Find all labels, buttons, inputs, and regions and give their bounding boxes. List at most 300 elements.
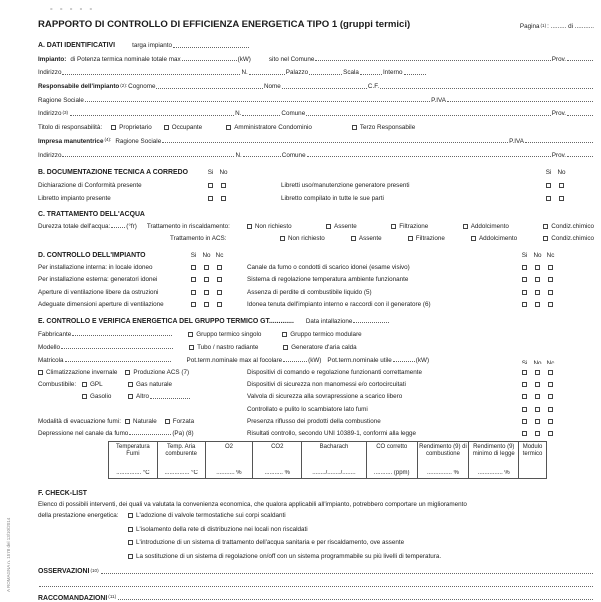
- checkbox-nc[interactable]: [548, 382, 553, 387]
- opt-proprietario: [111, 124, 152, 131]
- nc-header: Nc: [546, 252, 555, 260]
- col-modulo-termico: [519, 442, 546, 478]
- si-header: Si: [545, 168, 552, 176]
- e-row-4: [38, 400, 594, 412]
- checkbox-addolcimento[interactable]: [463, 224, 468, 229]
- title-row: [38, 17, 594, 30]
- piva-label: P.IVA: [431, 96, 446, 104]
- checkbox-filtrazione[interactable]: [408, 236, 413, 241]
- opt-tubo-radiante: [189, 344, 283, 351]
- checkbox-nc[interactable]: [217, 277, 222, 282]
- depressione-label: Depressione nel canale da fumo: [38, 429, 129, 437]
- checkbox-si[interactable]: [522, 407, 527, 412]
- b-right-boxes: [542, 183, 568, 189]
- checkbox-no[interactable]: [204, 265, 209, 270]
- matricola-field: [65, 360, 171, 362]
- pot-utile-label: Pot.term.nominale utile: [327, 356, 392, 364]
- checkbox-no[interactable]: [221, 183, 226, 188]
- opt-amministratore: [226, 124, 312, 131]
- e-right-item: Risultati controllo, secondo UNI 10389-1, conformi alla legge: [247, 429, 417, 437]
- f-intro-row-1: [38, 497, 594, 508]
- e-row-3: [38, 388, 594, 400]
- f-item-label: La sostituzione di un sistema di regolazione on/off con un sistema programmabile su più livelli di temperatura.: [136, 553, 442, 561]
- osservazioni-continuation-row: [38, 575, 594, 589]
- checkbox-si[interactable]: [191, 265, 196, 270]
- section-a-heading-row: [38, 36, 594, 49]
- col-header: Rendimento (9) di combustione: [419, 443, 467, 457]
- checkbox-no[interactable]: [535, 302, 540, 307]
- indirizzo3-footnote: (3): [62, 109, 69, 115]
- nome-label: Nome: [263, 83, 281, 91]
- col-rendimento-combustione: [418, 442, 470, 478]
- n-label: N.: [241, 69, 248, 77]
- checkbox-si[interactable]: [522, 382, 527, 387]
- b-left-item: Libretto impianto presente: [38, 194, 111, 202]
- sito-label: sito nel Comune: [268, 55, 315, 63]
- checkbox-proprietario[interactable]: [111, 125, 116, 130]
- checkbox-nc[interactable]: [548, 290, 553, 295]
- e-cols-header: [518, 360, 557, 364]
- checkbox-naturale[interactable]: [125, 419, 130, 424]
- b-left-boxes: [204, 196, 230, 202]
- col-o2: [206, 442, 254, 478]
- no-header: No: [533, 359, 542, 364]
- responsabile-row: [38, 76, 594, 90]
- checkbox-condiz-chimico[interactable]: [543, 236, 548, 241]
- responsabile-footnote: (2):: [120, 82, 128, 88]
- checkbox-si[interactable]: [522, 277, 527, 282]
- f-item-label: L'isolamento della rete di distribuzione nei locali non riscaldati: [136, 525, 308, 533]
- palazzo-field: [309, 73, 342, 75]
- f-intro-row-2: [38, 508, 594, 519]
- impresa-prov-label: Prov.: [551, 151, 566, 159]
- pot-utile-field: [393, 360, 415, 362]
- trattamento-acs-label: Trattamento in ACS:: [170, 235, 227, 243]
- potenza-field: [182, 59, 237, 61]
- f-item-2: [128, 526, 308, 533]
- e-matricola-row: [38, 351, 594, 364]
- col-header: Modulo termico: [522, 443, 543, 457]
- indirizzo-row: [38, 63, 594, 77]
- checkbox-sistema-regolazione[interactable]: [128, 554, 133, 559]
- opt-label: Addolcimento: [470, 222, 509, 230]
- checkbox-assente[interactable]: [351, 236, 356, 241]
- pot-utile-kw: (kW): [415, 356, 430, 364]
- targa-field: [173, 46, 249, 48]
- section-d-heading-row: [38, 246, 594, 259]
- e-row-5: [38, 413, 594, 425]
- col-header: Temperatura Fumi: [116, 443, 150, 457]
- f-item-label: L'adozione di valvole termostatiche sui corpi scaldanti: [136, 511, 286, 519]
- col-unit: ........... %: [216, 469, 242, 476]
- e-left-usage: [38, 369, 247, 376]
- checkbox-amministratore[interactable]: [226, 125, 231, 130]
- opt-occupante-label: Occupante: [171, 124, 203, 132]
- checkbox-nc[interactable]: [548, 265, 553, 270]
- section-e-heading-row: [38, 312, 594, 325]
- trattamento-riscaldamento-label: Trattamento in riscaldamento:: [146, 222, 230, 230]
- fr-label: (°fr): [126, 222, 137, 230]
- nome-field: [282, 87, 367, 89]
- e-right-item: Presenza riflusso dei prodotti della combustione: [247, 417, 381, 425]
- potenza-label: di Potenza termica nominale totale max: [70, 55, 181, 63]
- checkbox-nc[interactable]: [548, 407, 553, 412]
- impresa-label: Impresa manutentrice: [38, 137, 104, 145]
- checkbox-si[interactable]: [191, 277, 196, 282]
- opt-label: Condiz.chimico: [551, 235, 594, 243]
- piva-field: [447, 100, 593, 102]
- opt-label: Gruppo termico singolo: [196, 330, 262, 338]
- osservazioni-row: [38, 562, 594, 575]
- checkbox-tubo-radiante[interactable]: [189, 345, 194, 350]
- titolo-responsabilita-row: [38, 117, 594, 131]
- opt-occupante: [164, 124, 202, 131]
- d-left-item: Aperture di ventilazione libere da ostruzioni: [38, 288, 159, 296]
- f-item-3-row: [38, 533, 594, 547]
- comune3-label: Comune: [281, 110, 306, 118]
- checkbox-si[interactable]: [191, 290, 196, 295]
- d-right-boxes: [518, 265, 557, 271]
- fabbricante-label: Fabbricante: [38, 330, 72, 338]
- checkbox-terzo-responsabile[interactable]: [352, 125, 357, 130]
- checkbox-no[interactable]: [535, 277, 540, 282]
- d-left-boxes: [187, 265, 226, 271]
- trattamento-acs-options: [280, 235, 594, 242]
- checkbox-si[interactable]: [522, 370, 527, 375]
- e-right-boxes: [518, 431, 557, 437]
- checkbox-nc[interactable]: [217, 302, 222, 307]
- pot-max-kw: (kW): [308, 356, 322, 364]
- d-right-item: Canale da fumo o condotti di scarico idonei (esame visivo): [247, 264, 410, 272]
- no-header: No: [219, 168, 228, 176]
- impresa-ragione-label: Ragione Sociale: [115, 137, 162, 145]
- checkbox-addolcimento[interactable]: [471, 236, 476, 241]
- checkbox-no[interactable]: [535, 407, 540, 412]
- pagina-blanks: : ......... di ...........: [547, 23, 594, 30]
- opt-label: Forzata: [172, 417, 195, 425]
- checkbox-si[interactable]: [522, 265, 527, 270]
- col-unit: [519, 476, 546, 478]
- n3-field: [242, 114, 280, 116]
- opt-label: Gas naturale: [136, 381, 173, 389]
- titolo-label: Titolo di responsabilità:: [38, 124, 103, 132]
- e-right-boxes: [518, 407, 557, 413]
- section-a-heading: A. DATI IDENTIFICATIVI: [38, 42, 116, 49]
- nc-header: Nc: [546, 359, 555, 364]
- comune3-field: [306, 114, 551, 116]
- indirizzo3-label: Indirizzo: [38, 110, 62, 118]
- f-item-3: [128, 539, 404, 546]
- col-header: Rendimento (9) minimo di legge: [472, 443, 515, 457]
- d-right-item: Idonea tenuta dell'impianto interno e raccordi con il generatore (6): [247, 300, 431, 308]
- checkbox-condiz-chimico[interactable]: [543, 224, 548, 229]
- col-header: CO corretto: [376, 443, 408, 450]
- checkbox-si[interactable]: [522, 419, 527, 424]
- si-header: Si: [190, 252, 197, 260]
- d-left-cols-header: [187, 252, 226, 259]
- checkbox-no[interactable]: [204, 290, 209, 295]
- section-c-heading-row: [38, 206, 594, 218]
- checkbox-gas-naturale[interactable]: [128, 382, 133, 387]
- pagina-footnote: (1): [540, 22, 547, 28]
- punch-marks: - - - - -: [50, 4, 95, 13]
- e-right-boxes: [518, 370, 557, 376]
- col-unit: ......../......../........: [312, 469, 356, 476]
- checkbox-si[interactable]: [522, 302, 527, 307]
- ragione-label: Ragione Sociale: [38, 96, 84, 104]
- checkbox-no[interactable]: [559, 183, 564, 188]
- impresa-ragione-field: [162, 141, 508, 143]
- checkbox-isolamento-rete[interactable]: [128, 527, 133, 532]
- opt-proprietario-label: Proprietario: [119, 124, 152, 132]
- col-header: Temp. Aria comburente: [165, 443, 198, 457]
- checkbox-si[interactable]: [546, 196, 551, 201]
- d-left-boxes: [187, 290, 226, 296]
- checkbox-no[interactable]: [535, 290, 540, 295]
- impresa-comune-field: [307, 155, 551, 157]
- opt-label: Altro: [136, 393, 149, 401]
- checkbox-si[interactable]: [522, 431, 527, 436]
- matricola-label: Matricola: [38, 356, 64, 364]
- section-b-heading: B. DOCUMENTAZIONE TECNICA A CORREDO: [38, 168, 188, 176]
- checkbox-no[interactable]: [221, 196, 226, 201]
- checkbox-no[interactable]: [535, 394, 540, 399]
- combustibile-label: Combustibile:: [38, 381, 77, 389]
- indirizzo-label: Indirizzo: [38, 69, 62, 77]
- modello-field: [61, 347, 173, 349]
- impresa-comune-label: Comune: [281, 151, 306, 159]
- n-field: [249, 73, 285, 75]
- checkbox-gruppo-singolo[interactable]: [188, 332, 193, 337]
- section-f-heading-row: [38, 485, 594, 497]
- opt-label: Tubo / nastro radiante: [197, 343, 259, 351]
- f-intro-text: Elenco di possibili interventi, dei quali va valutata la convenienza economica, che qualora applicabili all'impianto, potrebbero comportare un miglioramento: [38, 500, 467, 508]
- checkbox-assente[interactable]: [326, 224, 331, 229]
- b-row-2: [38, 189, 594, 202]
- section-e-heading: E. CONTROLLO E VERIFICA ENERGETICA DEL GRUPPO TERMICO GT.............: [38, 317, 294, 325]
- col-header: O2: [224, 443, 233, 450]
- modalita-label: Modalità di evacuazione fumi:: [38, 417, 121, 425]
- e-right-boxes: [518, 419, 557, 425]
- modello-label: Modello: [38, 343, 61, 351]
- scala-label: Scala: [343, 69, 359, 77]
- d-right-boxes: [518, 290, 557, 296]
- checkbox-valvole-termostatiche[interactable]: [128, 513, 133, 518]
- opt-label: Non richiesto: [254, 222, 292, 230]
- c-row-acs: [38, 230, 594, 242]
- checkbox-nc[interactable]: [548, 370, 553, 375]
- impresa-row: [38, 131, 594, 145]
- section-b-heading-row: [38, 163, 594, 176]
- checkbox-nc[interactable]: [217, 290, 222, 295]
- checkbox-si[interactable]: [522, 290, 527, 295]
- opt-gruppo-singolo: [188, 331, 282, 338]
- altro-field: [150, 397, 190, 399]
- e-right-item: Dispositivi di sicurezza non manomessi e/o cortocircuitati: [247, 381, 406, 389]
- scala-field: [360, 73, 382, 75]
- col-temp-aria: [158, 442, 206, 478]
- si-header: Si: [521, 359, 528, 364]
- d-right-boxes: [518, 302, 557, 308]
- checkbox-gpl[interactable]: [82, 382, 87, 387]
- col-header: CO2: [271, 443, 284, 450]
- checkbox-no[interactable]: [535, 431, 540, 436]
- e-left-evacuazione: [38, 418, 247, 425]
- checkbox-nc[interactable]: [548, 431, 553, 436]
- d-left-item: Per installazione interna: in locale idoneo: [38, 264, 153, 272]
- e-row-6: [38, 425, 594, 437]
- impresa-indirizzo-label: Indirizzo: [38, 151, 62, 159]
- f-item-1: [128, 512, 286, 519]
- checkbox-generatore-aria[interactable]: [283, 345, 288, 350]
- e-row-1: [38, 364, 594, 376]
- checkbox-gruppo-modulare[interactable]: [282, 332, 287, 337]
- cf-label: C.F.: [367, 83, 380, 91]
- checkbox-nc[interactable]: [548, 419, 553, 424]
- checkbox-non-richiesto[interactable]: [280, 236, 285, 241]
- impresa-piva-field: [525, 141, 593, 143]
- checkbox-nc[interactable]: [217, 265, 222, 270]
- opt-generatore-aria: [283, 344, 357, 351]
- opt-label: Condiz.chimico: [551, 222, 594, 230]
- f-item-label: L'introduzione di un sistema di trattamento dell'acqua sanitaria e per riscaldamento, ove assente: [136, 539, 405, 547]
- opt-label: Climatizzazione invernale: [46, 369, 118, 376]
- b-right-item: Libretto compilato in tutte le sue parti: [281, 194, 384, 202]
- d-left-item: Adeguate dimensioni aperture di ventilazione: [38, 300, 164, 308]
- opt-label: Assente: [358, 235, 382, 243]
- e-left-combustibile-2: [38, 393, 247, 400]
- d-right-cols-header: [518, 252, 557, 259]
- checkbox-si[interactable]: [208, 196, 213, 201]
- section-d-heading: D. CONTROLLO DELL'IMPIANTO: [38, 252, 146, 260]
- durezza-label: Durezza totale dell'acqua:: [38, 222, 111, 230]
- b-left-item: Dichiarazione di Conformità presente: [38, 181, 142, 189]
- checkbox-climatizzazione[interactable]: [38, 370, 43, 375]
- checkbox-filtrazione[interactable]: [391, 224, 396, 229]
- si-header: Si: [207, 168, 214, 176]
- nc-header: Nc: [215, 252, 224, 260]
- f-item-2-row: [38, 519, 594, 533]
- checkbox-no[interactable]: [559, 196, 564, 201]
- checkbox-no[interactable]: [204, 277, 209, 282]
- checkbox-non-richiesto[interactable]: [247, 224, 252, 229]
- comune-field: [315, 59, 550, 61]
- opt-label: Naturale: [132, 417, 157, 425]
- checkbox-si[interactable]: [522, 394, 527, 399]
- c-row-riscaldamento: [38, 218, 594, 230]
- checkbox-no[interactable]: [535, 419, 540, 424]
- checkbox-no[interactable]: [535, 370, 540, 375]
- raccomandazioni-footnote: (11): [108, 594, 117, 600]
- checkbox-si[interactable]: [191, 302, 196, 307]
- checkbox-nc[interactable]: [548, 302, 553, 307]
- n3-label: N.: [235, 110, 242, 118]
- impianto-row: [38, 49, 594, 63]
- si-header: Si: [521, 252, 528, 260]
- report-page: [38, 0, 594, 602]
- opt-label: Non richiesto: [288, 235, 325, 243]
- opt-label: Addolcimento: [478, 235, 518, 243]
- e-modello-row: [38, 338, 594, 351]
- trattamento-options: [247, 223, 594, 230]
- prov-label: Prov.: [551, 55, 566, 63]
- impresa-indirizzo-row: [38, 145, 594, 159]
- e-right-boxes: [518, 394, 557, 400]
- checkbox-no[interactable]: [204, 302, 209, 307]
- e-left-combustibile-1: [38, 381, 247, 388]
- interno-field: [404, 73, 426, 75]
- opt-label: Produzione ACS (7): [133, 369, 190, 376]
- col-unit: ........... %: [264, 469, 290, 476]
- checkbox-no[interactable]: [535, 382, 540, 387]
- checkbox-occupante[interactable]: [164, 125, 169, 130]
- fabbricante-field: [72, 334, 172, 336]
- e-right-item: Dispositivi di comando e regolazione funzionanti correttamente: [247, 369, 423, 376]
- col-unit: ........... (ppm): [373, 469, 410, 476]
- checkbox-trattamento-acqua[interactable]: [128, 540, 133, 545]
- checkbox-nc[interactable]: [548, 394, 553, 399]
- palazzo-label: Palazzo: [285, 69, 309, 77]
- no-header: No: [202, 252, 211, 260]
- col-unit: ............... %: [477, 469, 510, 476]
- opt-label: Filtrazione: [415, 235, 445, 243]
- depressione-field: [129, 433, 171, 435]
- indirizzo3-row: [38, 104, 594, 118]
- prov3-field: [567, 114, 593, 116]
- d-left-boxes: [187, 302, 226, 308]
- col-header: Bacharach: [319, 443, 349, 450]
- page-title: RAPPORTO DI CONTROLLO DI EFFICIENZA ENERGETICA TIPO 1 (gruppi termici): [38, 19, 411, 30]
- d-row-4: [38, 296, 594, 308]
- page-number: [520, 23, 594, 30]
- targa-label: targa impianto: [132, 42, 172, 49]
- b-left-cols-header: [204, 169, 230, 176]
- opt-amministratore-label: Amministratore Condominio: [234, 124, 312, 132]
- opt-label: GPL: [90, 381, 103, 389]
- d-right-boxes: [518, 277, 557, 283]
- checkbox-nc[interactable]: [548, 277, 553, 282]
- impresa-footnote: (4):: [104, 137, 112, 143]
- raccomandazioni-label: RACCOMANDAZIONI: [38, 594, 108, 602]
- osservazioni-label: OSSERVAZIONI: [38, 568, 90, 576]
- cognome-label: Cognome: [128, 83, 156, 91]
- impresa-n-field: [243, 155, 281, 157]
- opt-label: Gasolio: [90, 393, 112, 401]
- interno-label: Interno: [382, 69, 403, 77]
- col-co2: [253, 442, 302, 478]
- e-right-boxes: [518, 382, 557, 388]
- checkbox-si[interactable]: [208, 183, 213, 188]
- f-item-4: [128, 553, 441, 560]
- durezza-field: [111, 226, 125, 228]
- checkbox-gasolio[interactable]: [82, 394, 87, 399]
- d-right-item: Sistema di regolazione temperatura ambiente funzionante: [247, 276, 409, 284]
- document-reference-vertical: A ROMAGNA n. 1578 del 13/10/2014: [6, 517, 11, 592]
- checkbox-si[interactable]: [546, 183, 551, 188]
- d-row-3: [38, 283, 594, 295]
- col-temperatura-fumi: [109, 442, 158, 478]
- checkbox-altro[interactable]: [128, 394, 133, 399]
- checkbox-forzata[interactable]: [165, 419, 170, 424]
- no-header: No: [557, 168, 566, 176]
- pot-max-field: [283, 360, 307, 362]
- checkbox-produzione-acs[interactable]: [125, 370, 130, 375]
- checkbox-no[interactable]: [535, 265, 540, 270]
- opt-label: Assente: [334, 222, 357, 230]
- prov-field: [567, 59, 593, 61]
- cf-field: [380, 87, 593, 89]
- col-unit: ............... °C: [164, 469, 198, 476]
